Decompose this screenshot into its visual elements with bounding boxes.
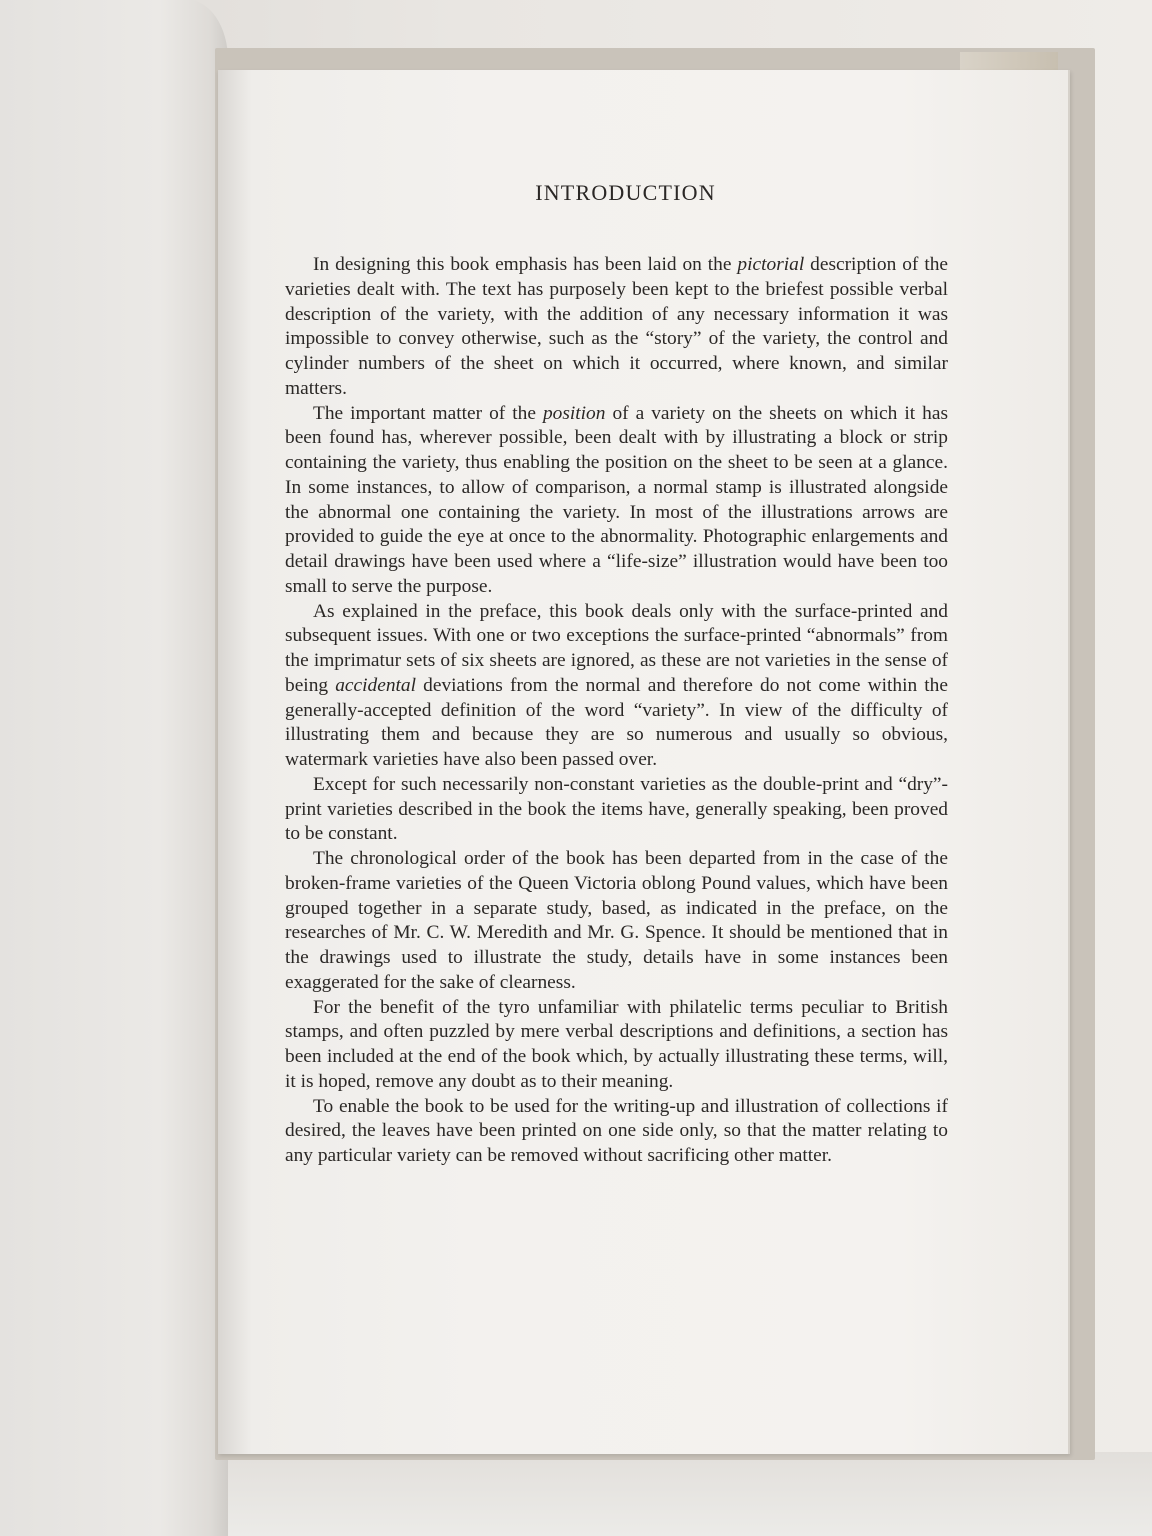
paragraph-text: of a variety on the sheets on which it has been found has, wherever possible, been dealt with by illustrating a block or strip containing the variety, thus enabling the position on the sheet to be seen at a glance. In some instances, to allow of comparison, a normal stamp is illustrated alongside the abnormal one containing the variety. In most of the illustrations arrows are provided to guide the eye at once to the abnormality. Photographic enlargements and detail drawings have been used where a “life-size” illustration would have been too small to serve the purpose. xyxy=(285,402,948,597)
introduction-body xyxy=(285,253,948,1169)
emphasis-text: pictorial xyxy=(737,254,805,275)
paragraph xyxy=(285,1095,948,1169)
paragraph-text: The important matter of the xyxy=(313,402,543,424)
paragraph-text: In designing this book emphasis has been laid on the xyxy=(313,254,738,275)
paragraph-text: description of the varieties dealt with. The text has purposely been kept to the briefest possible verbal description of the variety, with the addition of any necessary information it was impossible to convey otherwise, such as the “story” of the variety, the control and cylinder numbers of the sheet on which it occurred, where known, and similar matters. xyxy=(285,254,949,399)
paragraph xyxy=(285,847,948,996)
emphasis-text: accidental xyxy=(335,674,416,696)
page-content xyxy=(285,178,948,1169)
paragraph-text: deviations from the normal and therefore do not come within the generally-accepted definition of the word “variety”. In view of the difficulty of illustrating them and because they are so numerous and usually so obvious, watermark varieties have also been passed over. xyxy=(285,674,948,770)
page-title: INTRODUCTION xyxy=(535,180,716,205)
paragraph xyxy=(285,600,948,773)
paragraph-text: To enable the book to be used for the writing-up and illustration of collections if desired, the leaves have been printed on one side only, so that the matter relating to any particular variety can be removed without sacrificing other matter. xyxy=(285,1095,948,1166)
paragraph-text: For the benefit of the tyro unfamiliar with philatelic terms peculiar to British stamps, and often puzzled by mere verbal descriptions and definitions, a section has been included at the end of the book which, by actually illustrating these terms, will, it is hoped, remove any doubt as to their meaning. xyxy=(285,996,948,1092)
paragraph-text: Except for such necessarily non-constant varieties as the double-print and “dry”-print varieties described in the book the items have, generally speaking, been proved to be constant. xyxy=(285,773,948,845)
paragraph xyxy=(285,773,948,847)
left-page xyxy=(0,0,228,1536)
paragraph xyxy=(285,253,948,402)
paragraph-text: The chronological order of the book has been departed from in the case of the broken-frame varieties of the Queen Victoria oblong Pound values, which have been grouped together in a separate study, based, as indicated in the preface, on the researches of Mr. C. W. Meredith and Mr. G. Spence. It should be mentioned that in the drawings used to illustrate the study, details have in some instances been exaggerated for the sake of clearness. xyxy=(285,848,948,993)
paragraph-text: As explained in the preface, this book deals only with the surface-printed and subsequent issues. With one or two exceptions the surface-printed “abnormals” from the imprimatur sets of six sheets are ignored, as these are not varieties in the sense of being xyxy=(285,600,948,696)
paragraph xyxy=(285,996,948,1095)
emphasis-text: position xyxy=(542,402,606,424)
paragraph xyxy=(285,402,948,600)
